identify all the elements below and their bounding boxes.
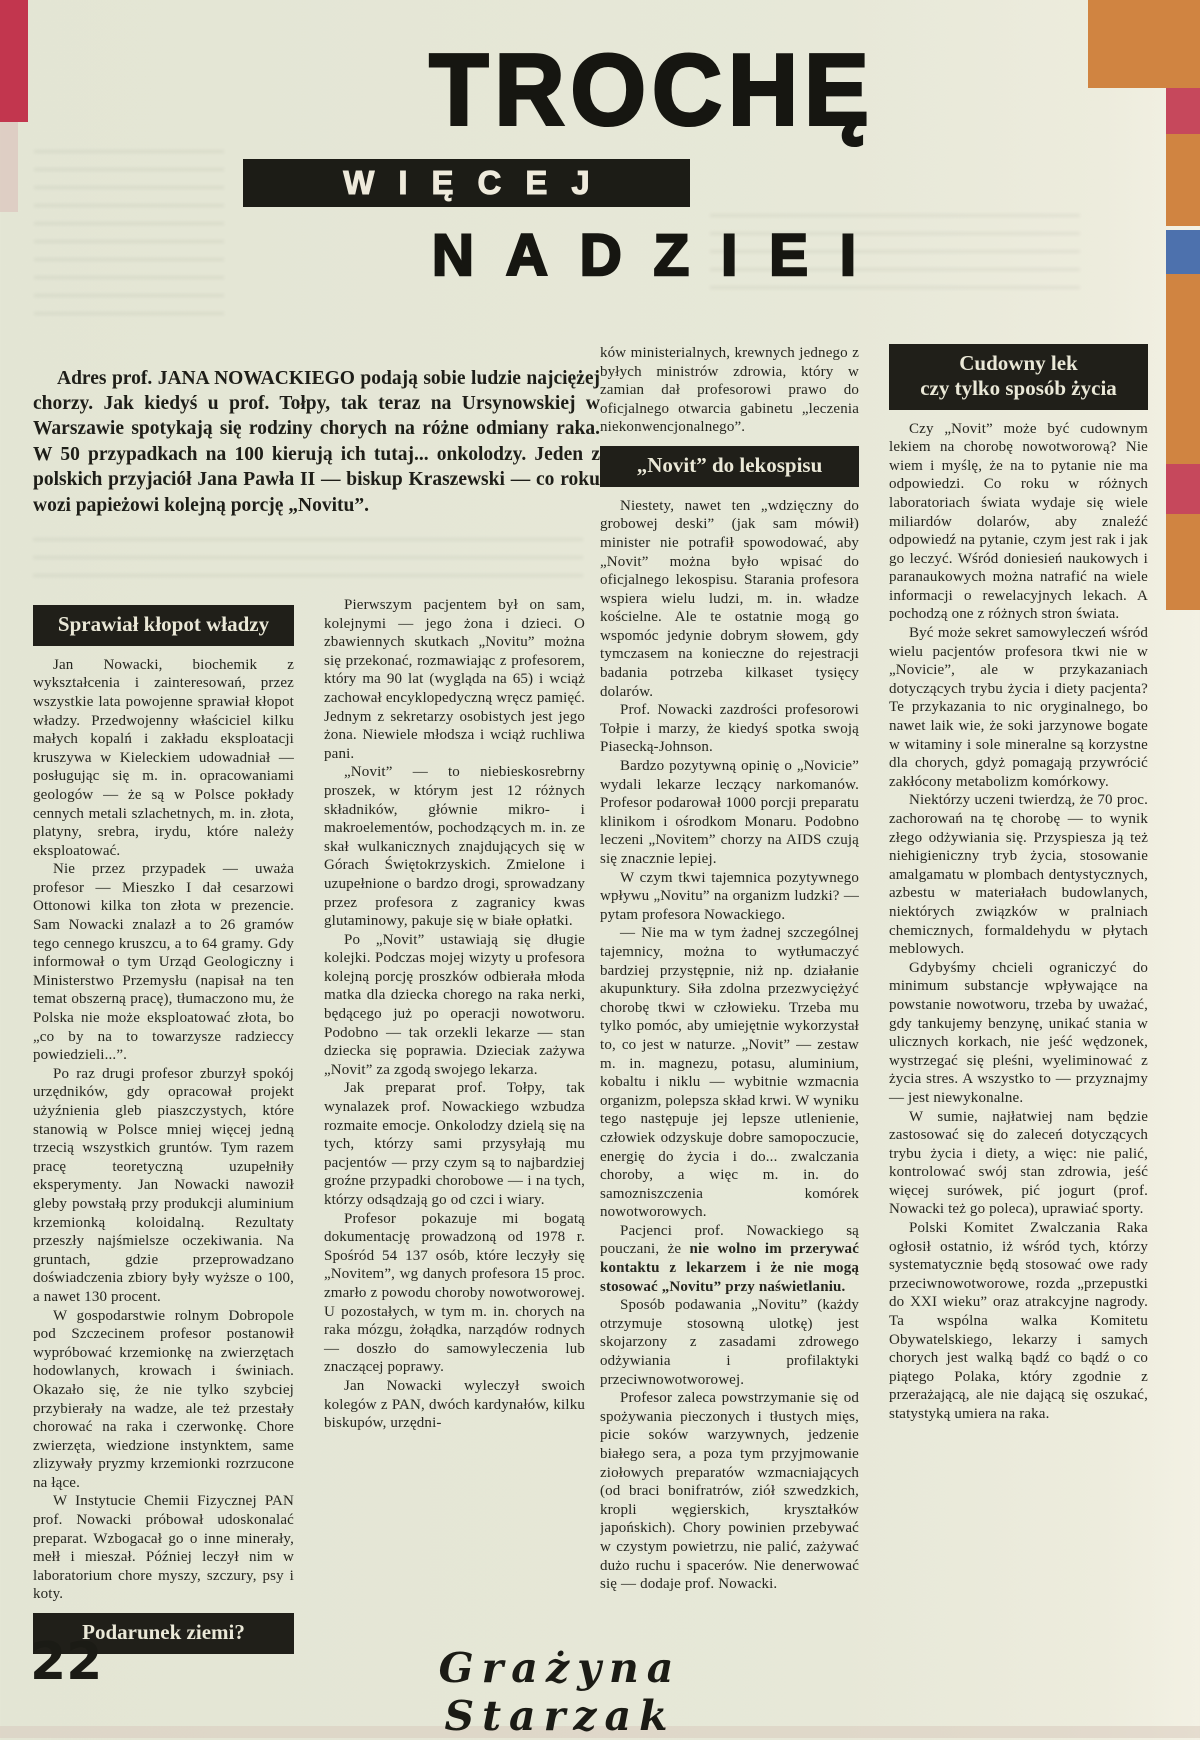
warning-prefix: Pacjenci prof. Nowackiego są pouczani, że	[600, 1222, 859, 1258]
section-heading-sprawial-klopot: Sprawiał kłopot władzy	[33, 605, 294, 646]
paragraph: Po raz drugi profesor zburzył spokój urzędników, gdy opracował projekt użyźnienia gleb piaszczystych, które stanowią w Polsce mniej więcej jedną trzecią wszystkich gruntów. Tym razem pracę teoretyczną uzupełniły eksperymenty. Jan Nowacki nawoził gleby powstałą przy produkcji aluminium krzemionką koloidalną. Rezultaty przeszły najśmielsze oczekiwania. Na gruntach, gdzie przeprowadzano doświadczenia zbiory były wyższe o 100, a nawet 130 procent.	[33, 1065, 294, 1305]
paragraph: Profesor pokazuje mi bogatą dokumentację prowadzoną od 1978 r. Spośród 54 137 osób, które leczyły się „Novitem”, wg danych profesora 15 proc. zmarło z powodu choroby nowotworowej. U pozostałych, w tym m. in. chorych na raka mózgu, żołądka, narządów rodnych — doszło do samowyleczenia lub znaczącej poprawy.	[324, 1210, 585, 1376]
adjacent-page-bleed-right-orange-2	[1166, 274, 1200, 464]
article-columns-left	[33, 596, 585, 1658]
article-columns-right	[600, 344, 1148, 1658]
lead-paragraph: Adres prof. JANA NOWACKIEGO podają sobie ludzie najciężej chorzy. Jak kiedyś u prof. Tołpy, tak teraz na Ursynowskiej w Warszawie spotykają się rodziny chorych na różne odmiany raka. W 50 przypadkach na 100 kierują ich tutaj... onkolodzy. Jeden z polskich przyjaciół Jana Pawła II — biskup Kraszewski — co roku wozi papieżowi kolejną porcję „Novitu”.	[33, 367, 600, 516]
adjacent-page-bleed-left-faint	[0, 122, 18, 212]
paragraph: Nie przez przypadek — uważa profesor — Mieszko I dał cesarzowi Ottonowi kilka ton złota w prezencie. Sam Nowacki znalazł a to 26 gramów tego cennego kruszcu, a to 64 gramy. Gdy informował o tym Urząd Geologiczny i Ministerstwo Przemysłu (napisał na ten temat obszerną pracę), tłumaczono mu, że Polska nie może eksploatować złota, bo „co by na to towarzysze radzieccy powiedzieli...”.	[33, 861, 294, 1064]
paragraph: Pierwszym pacjentem był on sam, kolejnymi — jego żona i dzieci. O zbawiennych skutkach „Novitu” można się przekonać, rozmawiając z profesorem, który ma 90 lat (wygląda na 65) i wciąż zachował encyklopedyczną wręcz pamięć. Jednym z sekretarzy osobistych jest jego żona. Niewiele młodsza i wciąż ruchliwa pani.	[324, 597, 585, 762]
paragraph-continuation: ków ministerialnych, krewnych jednego z byłych ministrów zdrowia, który w zamian dał profesorowi prawo do oficjalnego otwarcia gabinetu „leczenia niekonwencjonalnego”.	[600, 345, 859, 436]
paragraph: Czy „Novit” może być cudownym lekiem na chorobę nowotworową? Nie wiem i myślę, że na to pytanie nie ma odpowiedzi. Co roku w różnych laboratoriach świata wydaje się wiele miliardów dolarów, aby znaleźć odpowiedź na pytanie, czym jest rak i jak go leczyć. Wśród doniesień naukowych i paranaukowych można natrafić na wiele informacji o rewelacyjnych lekach. A pochodzą one z różnych stron świata.	[889, 420, 1148, 623]
paragraph: Bardzo pozytywną opinię o „Novicie” wydali lekarze leczący narkomanów. Profesor podarował 1000 porcji preparatu klinikom i ośrodkom Monaru. Podobno leczeni „Novitem” chorzy na AIDS czują się znacznie lepiej.	[600, 758, 859, 868]
paragraph: „Novit” — to niebieskosrebrny proszek, w którym jest 12 różnych składników, głównie mikro- i makroelementów, pochodzących m. in. ze skał wulkanicznych znajdujących się w Górach Świętokrzyskich. Zmielone i uzupełnione o bardzo drogi, sprowadzany przez profesora z zagranicy kwas glutaminowy, pakuje się w białe opłatki.	[324, 764, 585, 930]
paragraph: — Nie ma w tym żadnej szczególnej tajemnicy, można to wytłumaczyć bardziej przystępnie, niż np. działanie akupunktury. Siła zdolna przezwyciężyć chorobę tkwi w człowieku. Trzeba mu tylko pomóc, aby umiejętnie wykorzystał to, co jest w naturze. „Novit” — zestaw m. in. magnezu, potasu, aluminium, kobaltu i niklu — wybitnie wzmacnia organizm, polepsza skład krwi. W wyniku tego następuje jej lepsze utlenienie, człowiek odzyskuje dobre samopoczucie, energię do życia i do... zwalczania choroby, a więc m. in. do samozniszczenia komórek nowotworowych.	[600, 925, 859, 1221]
paragraph: Gdybyśmy chcieli ograniczyć do minimum substancje wpływające na powstanie nowotworu, trzeba by uważać, gdy tankujemy benzynę, unikać stania w ulicznych korkach, nie jeść wędzonek, wystrzegać się pleśni, wyeliminować z życia stres. A wszystko to — przyznajmy — jest niewykonalne.	[889, 959, 1148, 1106]
print-through-smudge	[33, 538, 583, 588]
paragraph: Po „Novit” ustawiają się długie kolejki. Podczas mojej wizyty u profesora kolejną porcję proszków odbierała młoda matka dla dziecka chorego na raka nerki, będącego już po operacji nowotworu. Podobno — tak orzekli lekarze — stan dziecka się poprawia. Dzieciak zażywa „Novit” za zgodą swojego lekarza.	[324, 931, 585, 1078]
adjacent-page-bleed-right-blue	[1166, 230, 1200, 274]
heading-line-2: czy tylko sposób życia	[920, 375, 1117, 400]
author-signature: Grażyna Starzak	[438, 1644, 682, 1740]
paragraph-warning	[600, 1222, 859, 1296]
adjacent-page-bleed-left-red	[0, 0, 28, 122]
print-through-smudge	[34, 150, 224, 330]
paragraph: Sposób podawania „Novitu” (każdy otrzymuje stosowną ulotkę) jest skojarzony z zasadami zdrowego odżywiania i profilaktyki przeciwnowotworowej.	[600, 1297, 859, 1388]
article-title-bar	[243, 159, 690, 207]
article-title-line-1: TROCHĘ	[429, 32, 875, 147]
paragraph: W sumie, najłatwiej nam będzie zastosować się do zaleceń dotyczących trybu życia i diety, a więc: nie palić, kontrolować swój stan zdrowia, jeść więcej surówek, pić jogurt (prof. Nowacki też go poleca), uprawiać sporty.	[889, 1108, 1148, 1218]
article-title-line-3: NADZIEI	[432, 223, 888, 288]
adjacent-page-bleed-right-red-1	[1166, 88, 1200, 134]
heading-line-1: Cudowny lek	[959, 351, 1078, 375]
paragraph: W Instytucie Chemii Fizycznej PAN prof. Nowacki próbował udoskonalać preparat. Wzbogacał go o inne minerały, mełł i mieszał. Później leczył nim w laboratorium chore myszy, szczury, psy i koty.	[33, 1493, 294, 1603]
paragraph: W gospodarstwie rolnym Dobropole pod Szczecinem profesor postanowił wypróbować krzemionkę na zwierzętach hodowlanych, krowach i świniach. Okazało się, że nie tylko szybciej przybierały na wadze, ale też przestały chorować na raka i czerwonkę. Chore zwierzęta, wiedzione instynktem, same zlizywały pryzmy krzemionki rozrzucone na łące.	[33, 1307, 294, 1491]
paragraph: W czym tkwi tajemnica pozytywnego wpływu „Novitu” na organizm ludzki? — pytam profesora Nowackiego.	[600, 869, 859, 923]
section-heading-podarunek-ziemi: Podarunek ziemi?	[33, 1613, 294, 1654]
warning-bold-text: nie wolno im przerywać kontaktu z lekarzem i że nie mogą stosować „Novitu” przy naświetlaniu.	[600, 1241, 860, 1295]
paragraph: Profesor zaleca powstrzymanie się od spożywania pieczonych i tłustych mięs, picie soków warzywnych, jedzenie białego sera, a poza tym przyjmowanie ziołowych preparatów wzmacniających (od braci bonifratrów, ziół szwedzkich, kropli węgierskich, kryształków japońskich). Chory powinien przebywać w czystym powietrzu, nie palić, zażywać dużo ruchu i spacerów. Nie denerwować się — dodaje prof. Nowacki.	[600, 1390, 859, 1593]
paragraph: Niestety, nawet ten „wdzięczny do grobowej deski” (jak sam mówił) minister nie potrafił spowodować, aby „Novit” można było wpisać do oficjalnego lekospisu. Starania profesora wspiera wielu ludzi, m. in. władze kościelne. Ale te ostatnie mogą go wspomóc jedynie dobrym słowem, gdy tymczasem na konieczne do rejestracji badania potrzeba kilkaset tysięcy dolarów.	[600, 497, 859, 700]
adjacent-page-bleed-topright-orange	[1088, 0, 1200, 88]
article-title-line-2: WIĘCEJ	[343, 164, 614, 201]
paragraph: Polski Komitet Zwalczania Raka ogłosił ostatnio, iż wśród tych, którzy systematycznie będą stosować owe rady przeciwnowotworowe, rozda „przepustki do XXI wieku” oraz atrakcyjne nagrody. Ta wspólna walka Komitetu Obywatelskiego, lekarzy i samych chorych jest walką bądź co bądź o co piątego Polaka, który zgodnie z przerażającą, ale nie dającą się oszukać, statystyką umiera na raka.	[889, 1220, 1148, 1422]
paragraph: Prof. Nowacki zazdrości profesorowi Tołpie i marzy, że kiedyś spotka swoją Piasecką-Johnson.	[600, 702, 859, 756]
paragraph: Być może sekret samowyleczeń wśród wielu pacjentów profesora tkwi nie w „Novicie”, ale w przykazaniach dotyczących trybu życia i diety pacjenta? Te przykazania to nic oryginalnego, bo nawet laik wie, że soki jarzynowe bogate w witaminy i sole mineralne są korzystne dla chorych, gdyż pomagają przywrócić zakłócony metabolizm komórkowy.	[889, 625, 1148, 790]
section-heading-cudowny-lek	[889, 344, 1148, 410]
paragraph: Jan Nowacki wyleczył swoich kolegów z PAN, dwóch kardynałów, kilku biskupów, urzędni-	[324, 1377, 585, 1432]
paragraph: Niektórzy uczeni twierdzą, że 70 proc. zachorowań na tę chorobę — to wynik złego odżywiania się. Przyspiesza ją też niehigieniczny tryb życia, stosowanie amalgamatu w plombach dentystycznych, azbestu w materiałach budowlanych, niektórych związków w pralniach chemicznych, formaldehydu w płytach meblowych.	[889, 792, 1148, 958]
adjacent-page-bleed-right-red-2	[1166, 464, 1200, 514]
adjacent-page-bleed-right-orange-1	[1166, 134, 1200, 226]
paragraph: Jan Nowacki, biochemik z wykształcenia i zainteresowań, przez wszystkie lata powojenne sprawiał kłopot władzy. Przedwojenny właściciel kilku małych kopalń i zakładu eksploatacji kruszywa w Kieleckiem udowadniał — posługując się m. in. opracowaniami geologów — że są w Polsce pokłady cennych metali szlachetnych, m. in. złota, platyny, srebra, irydu, które należy eksploatować.	[33, 656, 294, 859]
page-number: 22	[30, 1632, 103, 1692]
section-heading-novit-do-lekospisu: „Novit” do lekospisu	[600, 446, 859, 487]
paragraph: Jak preparat prof. Tołpy, tak wynalazek prof. Nowackiego wzbudza rozmaite emocje. Onkolodzy dzielą się na tych, którzy sami przysyłają mu pacjentów — przy czym są to najbardziej groźne przypadki chorobowe — i na tych, którzy odsądzają go od czci i wiary.	[324, 1080, 585, 1208]
adjacent-page-bleed-right-orange-3	[1166, 514, 1200, 610]
